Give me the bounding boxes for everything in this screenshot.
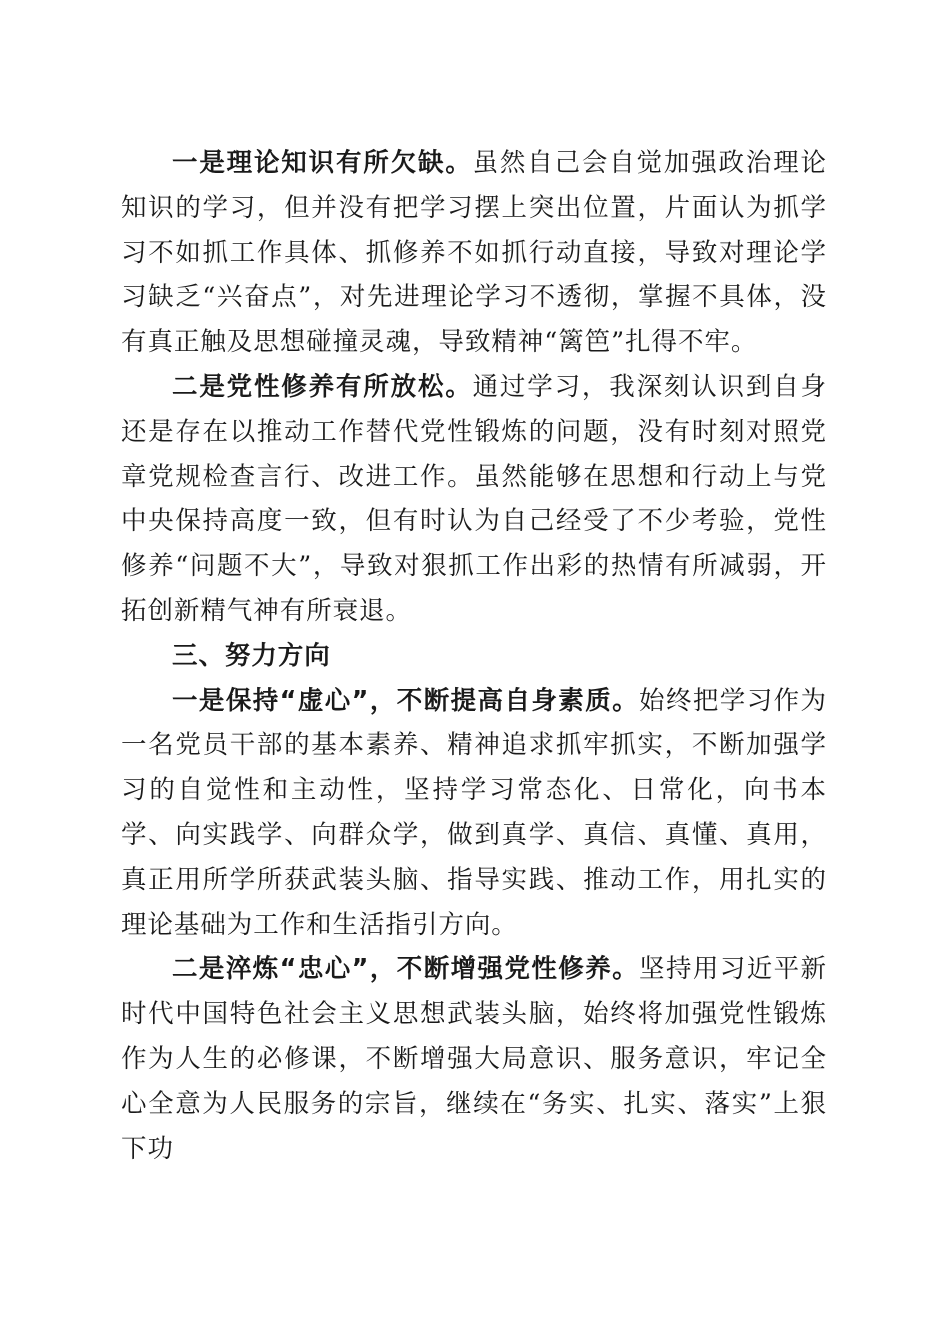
paragraph-theory-knowledge	[121, 141, 827, 365]
paragraph-lead: 二是淬炼“忠心”，不断增强党性修养。	[172, 954, 640, 985]
document-body	[121, 141, 827, 1171]
paragraph-lead: 二是党性修养有所放松。	[172, 371, 473, 402]
paragraph-body: 坚持用习近平新时代中国特色社会主义思想武装头脑，始终将加强党性锻炼作为人生的必修课，不断增强大局意识、服务意识，牢记全心全意为人民服务的宗旨，继续在“务实、扎实、落实”上狠下功	[121, 954, 828, 1164]
paragraph-body: 虽然自己会自觉加强政治理论知识的学习，但并没有把学习摆上突出位置，片面认为抓学习不如抓工作具体、抓修养不如抓行动直接，导致对理论学习缺乏“兴奋点”，对先进理论学习不透彻，掌握不具体，没有真正触及思想碰撞灵魂，导致精神“篱笆”扎得不牢。	[121, 148, 827, 358]
paragraph-lead: 一是保持“虚心”，不断提高自身素质。	[172, 685, 640, 716]
paragraph-party-cultivation	[121, 365, 827, 634]
paragraph-body: 通过学习，我深刻认识到自身还是存在以推动工作替代党性锻炼的问题，没有时刻对照党章党规检查言行、改进工作。虽然能够在思想和行动上与党中央保持高度一致，但有时认为自己经受了不少考验，党性修养“问题不大”，导致对狠抓工作出彩的热情有所减弱，开拓创新精气神有所衰退。	[121, 371, 827, 626]
section-heading: 三、努力方向	[172, 640, 331, 671]
paragraph-temper-loyalty	[121, 947, 827, 1171]
paragraph-body: 始终把学习作为一名党员干部的基本素养、精神追求抓牢抓实，不断加强学习的自觉性和主动性，坚持学习常态化、日常化，向书本学、向实践学、向群众学，做到真学、真信、真懂、真用，真正用所学所获武装头脑、指导实践、推动工作，用扎实的理论基础为工作和生活指引方向。	[121, 685, 828, 940]
paragraph-keep-humble	[121, 679, 827, 948]
paragraph-lead: 一是理论知识有所欠缺。	[172, 148, 473, 178]
